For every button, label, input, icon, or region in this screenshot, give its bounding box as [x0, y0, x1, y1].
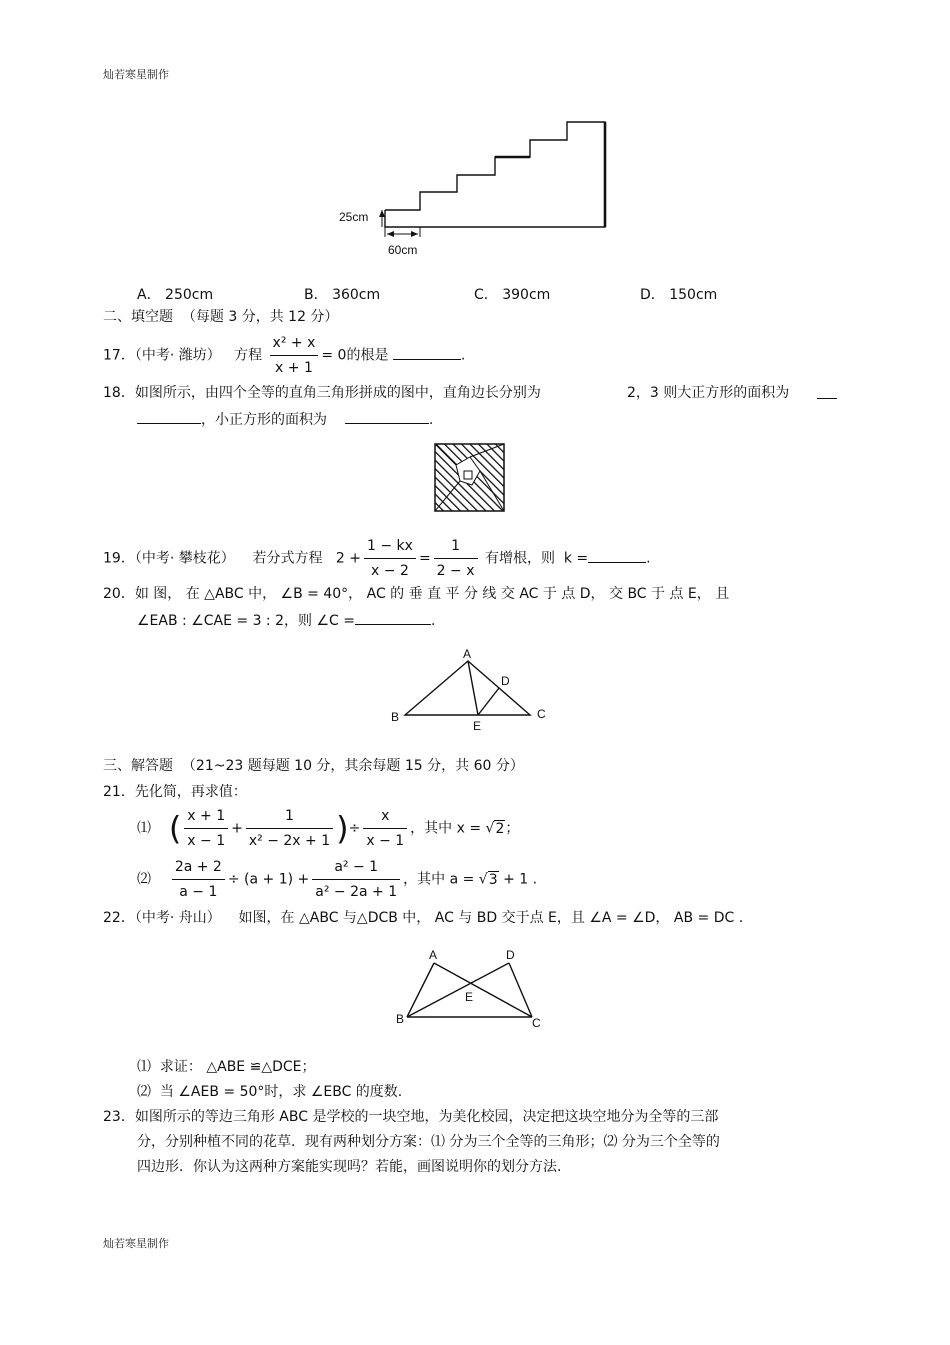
question-22-part1: ⑴ 求证： △ABE ≌△DCE； — [137, 1059, 316, 1075]
q19-fraction-left: $\frac{1 - kx}{x - 2}$ — [364, 535, 416, 582]
question-17: 17．（中考· 潍坊） 方程 $\frac{\text{x² + x}}{x + 1}$ = 0的根是 . — [103, 332, 465, 379]
question-18-values: 2，3 则大正方形的面积为 — [627, 385, 790, 401]
q18-blank-small[interactable] — [345, 409, 429, 424]
question-22: 22．（中考· 舟山） 如图，在 △ABC 与△DCB 中， AC 与 BD 交于点 E，且 ∠A = ∠D， AB = DC . — [103, 910, 744, 926]
q19-answer-blank[interactable] — [588, 548, 646, 563]
q20-label-a: A — [463, 647, 472, 661]
question-20-line2: ∠EAB : ∠CAE = 3 : 2，则 ∠C = . — [137, 610, 435, 630]
q19-fraction-right: $\frac{1}{2 - x}$ — [434, 535, 478, 582]
page-footer: 灿若寒星制作 — [103, 1237, 169, 1250]
question-20-line1: 20．如 图， 在 △ABC 中， ∠B = 40°， AC 的 垂 直 平 分 线 交 AC 于 点 D， 交 BC 于 点 E， 且 — [103, 586, 730, 602]
question-21-part1: ⑴ ( $\frac{x + 1}{x - 1}$ + $\frac{1}{\text{x² − 2x + 1}}$ )÷ $\frac{x}{x - 1}$ ，其中 x = √2； — [137, 805, 519, 852]
q20-label-d: D — [501, 674, 510, 688]
question-23-line2: 分，分别种植不同的花草．现有两种划分方案：⑴ 分为三个全等的三角形；⑵ 分为三个全等的 — [137, 1134, 720, 1150]
stair-width-label: 60cm — [388, 243, 418, 257]
stair-height-label: 25cm — [339, 210, 369, 224]
question-18-line1: 18．如图所示，由四个全等的直角三角形拼成的图中，直角边长分别为 — [103, 385, 541, 401]
q18-blank-big-part2[interactable] — [137, 409, 201, 424]
option-c: C． 390cm — [474, 287, 551, 303]
question-23-line1: 23．如图所示的等边三角形 ABC 是学校的一块空地，为美化校园，决定把这块空地分为全等的三部 — [103, 1109, 719, 1125]
page-header: 灿若寒星制作 — [103, 68, 169, 81]
q22-label-c: C — [532, 1016, 541, 1030]
question-23-line3: 四边形．你认为这两种方案能实现吗？若能，画图说明你的划分方法. — [137, 1159, 562, 1175]
question-21: 21．先化简，再求值： — [103, 784, 247, 800]
question-21-part2: ⑵ $\frac{2a + 2}{a - 1}$ ÷ (a + 1) + $\frac{\text{a² − 1}}{\text{a² − 2a + 1}}$ ，其中 a = √3 + 1 . — [137, 856, 537, 903]
q20-answer-blank[interactable] — [355, 610, 431, 625]
q22-label-e: E — [465, 990, 474, 1004]
q17-fraction: $\frac{\text{x² + x}}{x + 1}$ — [270, 332, 319, 379]
option-b: B． 360cm — [304, 287, 381, 303]
q20-label-b: B — [391, 710, 400, 724]
section2-heading: 二、填空题 （每题 3 分，共 12 分） — [103, 309, 339, 325]
q20-triangle-figure — [385, 645, 555, 735]
question-18-line2: ，小正方形的面积为 . — [137, 409, 433, 429]
q22-label-b: B — [396, 1012, 405, 1026]
question-22-part2: ⑵ 当 ∠AEB = 50°时，求 ∠EBC 的度数. — [137, 1084, 403, 1100]
q18-blank-big-part1[interactable] — [817, 384, 837, 399]
option-a: A． 250cm — [137, 287, 214, 303]
section3-heading: 三、解答题 （21~23 题每题 10 分，其余每题 15 分，共 60 分） — [103, 758, 524, 774]
q18-square-figure — [434, 443, 506, 513]
q22-label-a: A — [429, 948, 438, 962]
option-d: D． 150cm — [640, 287, 718, 303]
stair-figure — [330, 115, 620, 265]
q20-label-c: C — [537, 707, 546, 721]
q17-answer-blank[interactable] — [393, 345, 461, 360]
q20-label-e: E — [473, 719, 482, 733]
q22-figure — [392, 945, 552, 1035]
question-19: 19．（中考· 攀枝花） 若分式方程 2 + $\frac{1 - kx}{x - 2}$ = $\frac{1}{2 - x}$ 有增根，则 k = . — [103, 535, 651, 582]
q22-label-d: D — [506, 948, 515, 962]
